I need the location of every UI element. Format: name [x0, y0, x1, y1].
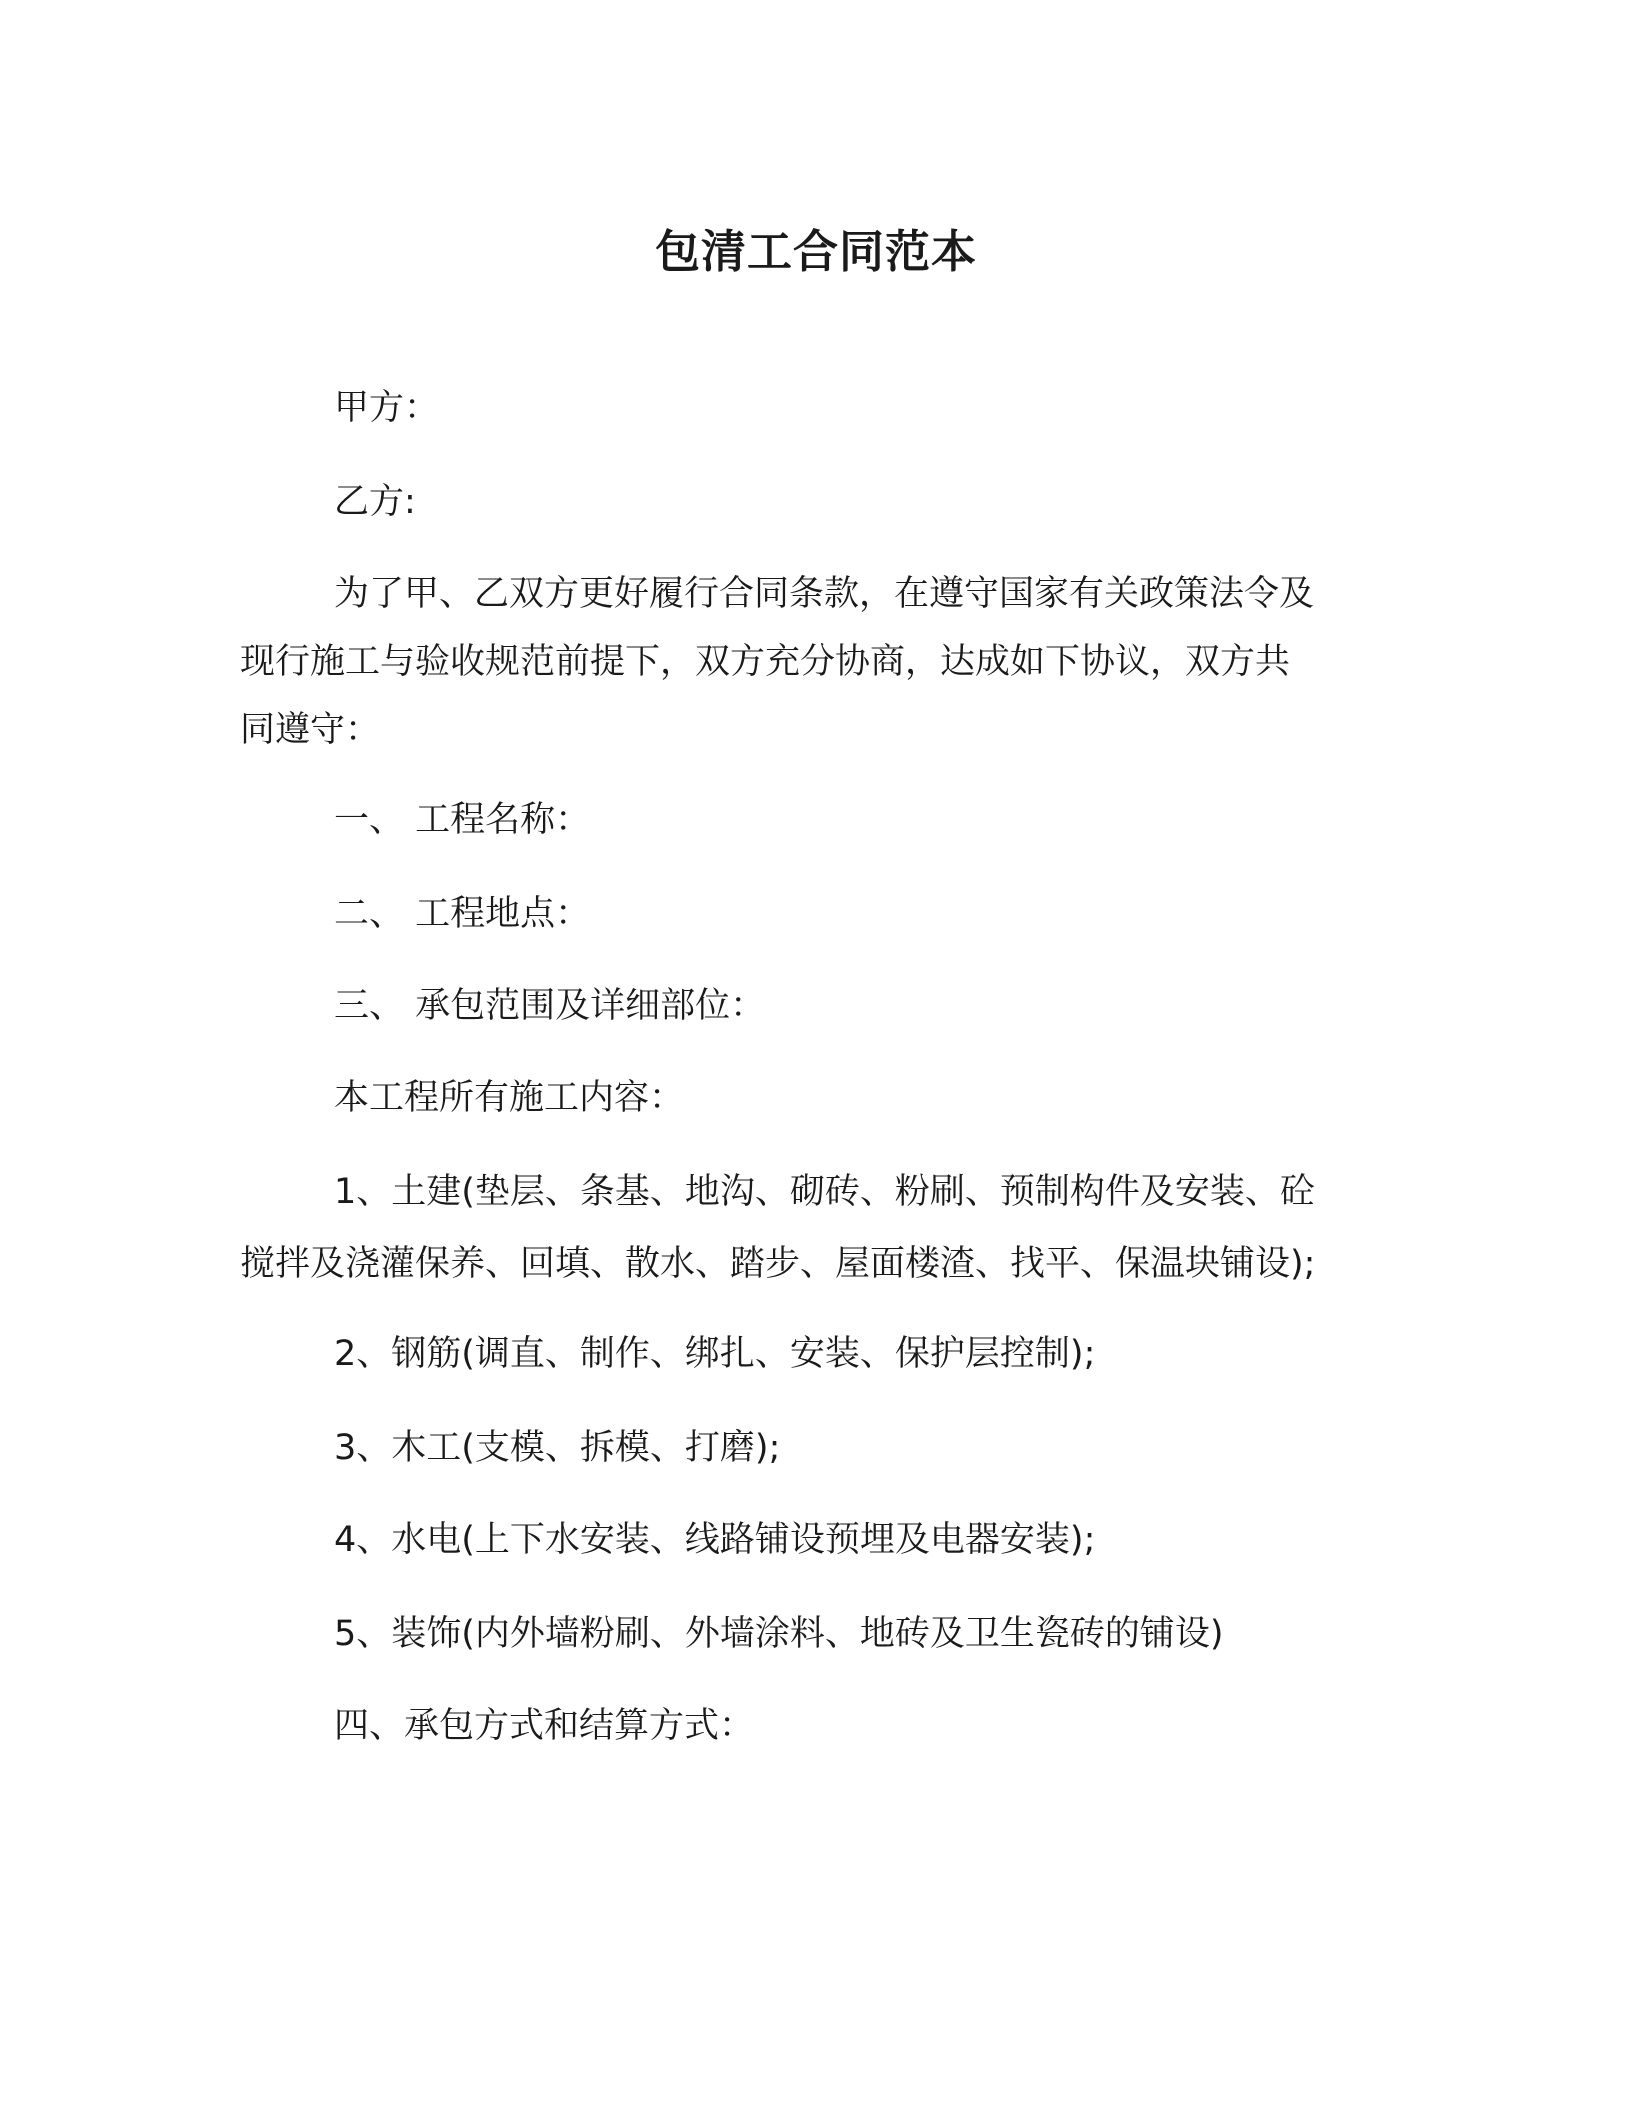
- section-project-name: 一、 工程名称：: [334, 800, 591, 840]
- scope-item-carpentry: 3、木工(支模、拆模、打磨);: [334, 1428, 781, 1468]
- intro-line-1: 为了甲、乙双方更好履行合同条款，在遵守国家有关政策法令及: [334, 574, 1315, 614]
- scope-item-rebar: 2、钢筋(调直、制作、绑扎、安装、保护层控制);: [334, 1334, 1096, 1374]
- section-contract-scope: 三、 承包范围及详细部位：: [334, 986, 766, 1026]
- document-title: 包清工合同范本: [654, 225, 977, 278]
- scope-intro: 本工程所有施工内容：: [334, 1078, 685, 1118]
- party-a-label: 甲方：: [334, 388, 440, 428]
- scope-item-plumbing-electrical: 4、水电(上下水安装、线路铺设预埋及电器安装);: [334, 1520, 1096, 1560]
- intro-line-2: 现行施工与验收规范前提下，双方充分协商，达成如下协议，双方共: [240, 642, 1291, 682]
- scope-item-civil-line-2: 搅拌及浇灌保养、回填、散水、踏步、屋面楼渣、找平、保温块铺设);: [240, 1244, 1316, 1284]
- party-b-label: 乙方:: [334, 482, 416, 522]
- intro-line-3: 同遵守：: [240, 710, 381, 750]
- section-project-location: 二、 工程地点：: [334, 894, 591, 934]
- scope-item-civil-line-1: 1、土建(垫层、条基、地沟、砌砖、粉刷、预制构件及安装、砼: [334, 1172, 1315, 1212]
- scope-item-decoration: 5、装饰(内外墙粉刷、外墙涂料、地砖及卫生瓷砖的铺设): [334, 1614, 1224, 1654]
- section-contract-settlement: 四、承包方式和结算方式：: [334, 1706, 755, 1746]
